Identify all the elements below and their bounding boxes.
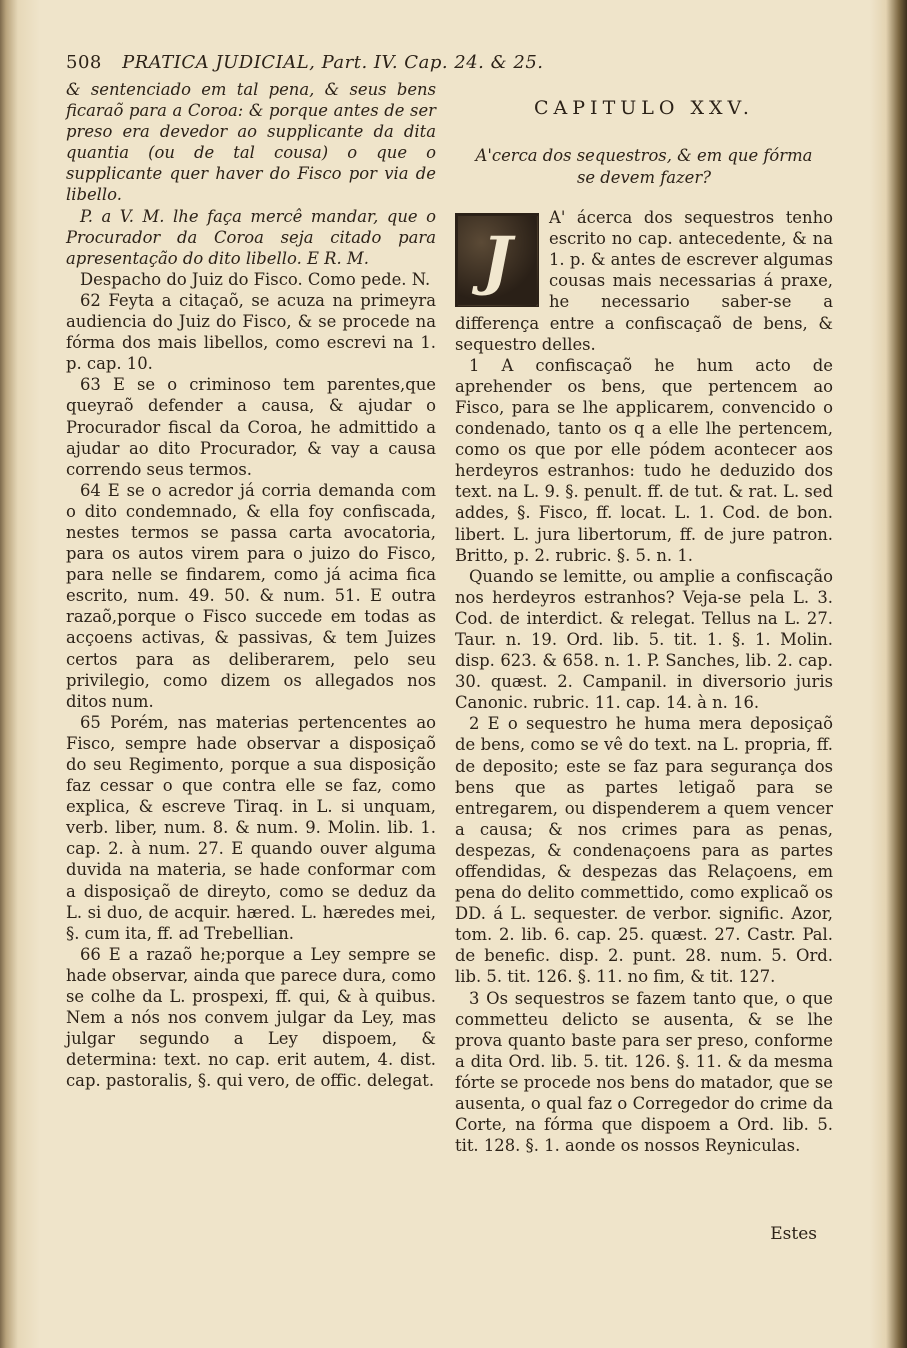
paragraph: & sentenciado em tal pena, & seus bens ficaraõ para a Coroa: & porque antes de ser preso era devedor ao supplicante da dita quantia (ou de tal cousa) o que o supplicante quer haver do Fisco por via de libello. <box>66 80 436 205</box>
paragraph: 1 A confiscaçaõ he hum acto de aprehender os bens, que pertencem ao Fisco, para se lhe applicarem, convencido o condenado, tanto os q a elle lhe pertencem, como os que por elle pódem acontecer aos herdeyros estranhos: tudo he deduzido dos text. na L. 9. §. penult. ff. de tut. & rat. L. sed addes, §. Fisco, ff. locat. L. 1. Cod. de bon. libert. L. jura libertorum, ff. de jure patron. Britto, p. 2. rubric. §. 5. n. 1. <box>455 355 833 565</box>
chapter-title: CAPITULO XXV. <box>534 97 754 119</box>
paragraph-text: A' ácerca dos sequestros tenho escrito no cap. antecedente, & na 1. p. & antes de escrever algumas cousas mais necessarias á praxe, he necessario saber-se a differença entre a confiscaçaõ de bens, & sequestro delles. <box>455 208 833 354</box>
paragraph: 64 E se o acredor já corria demanda com o dito condemnado, & ella foy confiscada, nestes termos se passa carta avocatoria, para os autos virem para o juizo do Fisco, para nelle se findarem, como já acima fica escrito, num. 49. 50. & num. 51. E outra razaõ,porque o Fisco succede em todas as acçoens activas, & passivas, & tem Juizes certos para as deliberarem, pelo seu privilegio, como dizem os allegados nos ditos num. <box>66 480 436 711</box>
chapter-subtitle <box>455 145 833 189</box>
paragraph: 66 E a razaõ he;porque a Ley sempre se hade observar, ainda que parece dura, como se colhe da L. prospexi, ff. qui, & à quibus. Nem a nós nos convem julgar da Ley, mas julgar segundo a Ley dispoem, & determina: text. no cap. erit autem, 4. dist. cap. pastoralis, §. qui vero, de offic. delegat. <box>66 944 436 1091</box>
drop-cap-ornament: J <box>455 213 539 307</box>
chapter-subtitle-line: A'cerca dos sequestros, & em que fórma <box>475 146 813 166</box>
catchword: Estes <box>770 1224 817 1244</box>
paragraph: 62 Feyta a citaçaõ, se acuza na primeyra audiencia do Juiz do Fisco, & se procede na fórma dos mais libellos, como escrevi na 1. p. cap. 10. <box>66 290 436 374</box>
paragraph: 65 Porém, nas materias pertencentes ao Fisco, sempre hade observar a disposiçaõ do seu Regimento, porque a sua disposição faz cessar o que contra elle se faz, como explica, & escreve Tiraq. in L. si unquam, verb. liber, num. 8. & num. 9. Molin. lib. 1. cap. 2. à num. 27. E quando ouver alguma duvida na materia, se hade conformar com a disposiçaõ de direyto, como se deduz da L. si duo, de acquir. hæred. L. hæredes mei, §. cum ita, ff. ad Trebellian. <box>66 712 436 943</box>
paragraph: 3 Os sequestros se fazem tanto que, o que commetteu delicto se ausenta, & se lhe prova quanto baste para ser preso, conforme a dita Ord. lib. 5. tit. 126. §. 11. & da mesma fórte se procede nos bens do matador, que se ausenta, o qual faz o Corregedor do crime da Corte, na fórma que dispoem a Ord. lib. 5. tit. 128. §. 1. aonde os nossos Reyniculas. <box>455 988 833 1156</box>
paragraph: 63 E se o criminoso tem parentes,que queyraõ defender a causa, & ajudar o Procurador fiscal da Coroa, he admittido a ajudar ao dito Procurador, & vay a causa correndo seus termos. <box>66 375 436 479</box>
page-header <box>66 52 716 73</box>
running-title: PRATICA JUDICIAL, Part. IV. Cap. 24. & 25. <box>122 52 544 73</box>
chapter-subtitle-line: se devem fazer? <box>576 168 712 188</box>
paragraph: 2 E o sequestro he huma mera deposiçaõ de bens, como se vê do text. na L. propria, ff. de deposito; este se faz para segurança dos bens que as partes letigaõ para se entregarem, ou dispenderem a quem vencer a causa; & nos crimes para as penas, despezas, & condenaçoens para as partes offendidas, & despezas das Relaçoens, em pena do delito commettido, como explicaõ os DD. á L. sequester. de verbor. signific. Azor, tom. 2. lib. 6. cap. 25. quæst. 27. Castr. Pal. de benefic. disp. 2. punt. 28. num. 5. Ord. lib. 5. tit. 126. §. 11. no fim, & tit. 127. <box>455 714 833 987</box>
page-number: 508 <box>66 52 102 73</box>
paragraph: Quando se lemitte, ou amplie a confiscação nos herdeyros estranhos? Veja-se pela L. 3. Cod. de interdict. & relegat. Tellus na L. 27. Taur. n. 19. Ord. lib. 5. tit. 1. §. 1. Molin. disp. 623. & 658. n. 1. P. Sanches, lib. 2. cap. 30. quæst. 2. Campanil. in diversorio juris Canonic. rubric. 11. cap. 14. à n. 16. <box>455 566 833 713</box>
right-column <box>455 98 833 1156</box>
paragraph: Despacho do Juiz do Fisco. Como pede. N. <box>80 269 431 289</box>
left-column <box>66 79 436 1092</box>
paragraph <box>455 207 833 355</box>
paragraph: P. a V. M. lhe faça mercê mandar, que o Procurador da Coroa seja citado para apresentação do dito libello. E R. M. <box>66 206 436 268</box>
